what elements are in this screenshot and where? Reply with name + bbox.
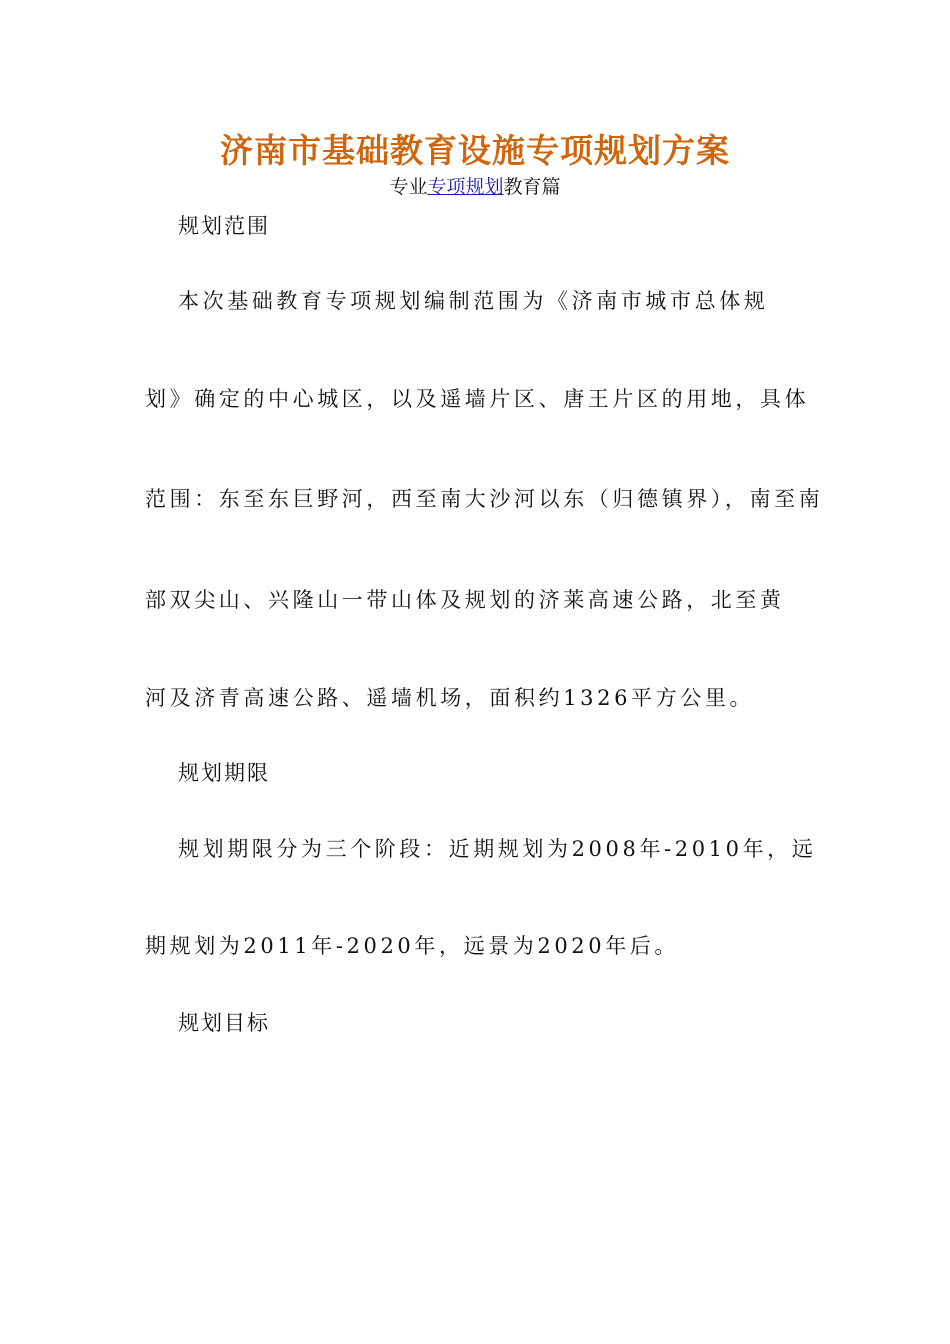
section-heading-goals: 规划目标 <box>178 1011 270 1035</box>
paragraph-line: 划》确定的中心城区，以及遥墙片区、唐王片区的用地，具体 <box>145 387 810 411</box>
section-heading-period: 规划期限 <box>178 761 270 785</box>
paragraph-line: 期规划为2011年-2020年，远景为2020年后。 <box>145 934 680 958</box>
subtitle-link[interactable]: 专项规划 <box>427 176 504 198</box>
subtitle-prefix: 专业 <box>389 176 428 198</box>
paragraph-line: 范围：东至东巨野河，西至南大沙河以东（归德镇界），南至南 <box>145 487 824 511</box>
paragraph-line: 河及济青高速公路、遥墙机场，面积约1326平方公里。 <box>145 686 755 710</box>
subtitle-suffix: 教育篇 <box>503 176 561 198</box>
paragraph-line: 本次基础教育专项规划编制范围为《济南市城市总体规 <box>178 289 769 313</box>
section-heading-scope: 规划范围 <box>178 214 270 238</box>
paragraph-line: 部双尖山、兴隆山一带山体及规划的济莱高速公路，北至黄 <box>145 588 785 612</box>
document-subtitle <box>0 174 950 200</box>
document-title: 济南市基础教育设施专项规划方案 <box>220 131 730 170</box>
paragraph-line: 规划期限分为三个阶段：近期规划为2008年-2010年，远 <box>178 837 817 861</box>
